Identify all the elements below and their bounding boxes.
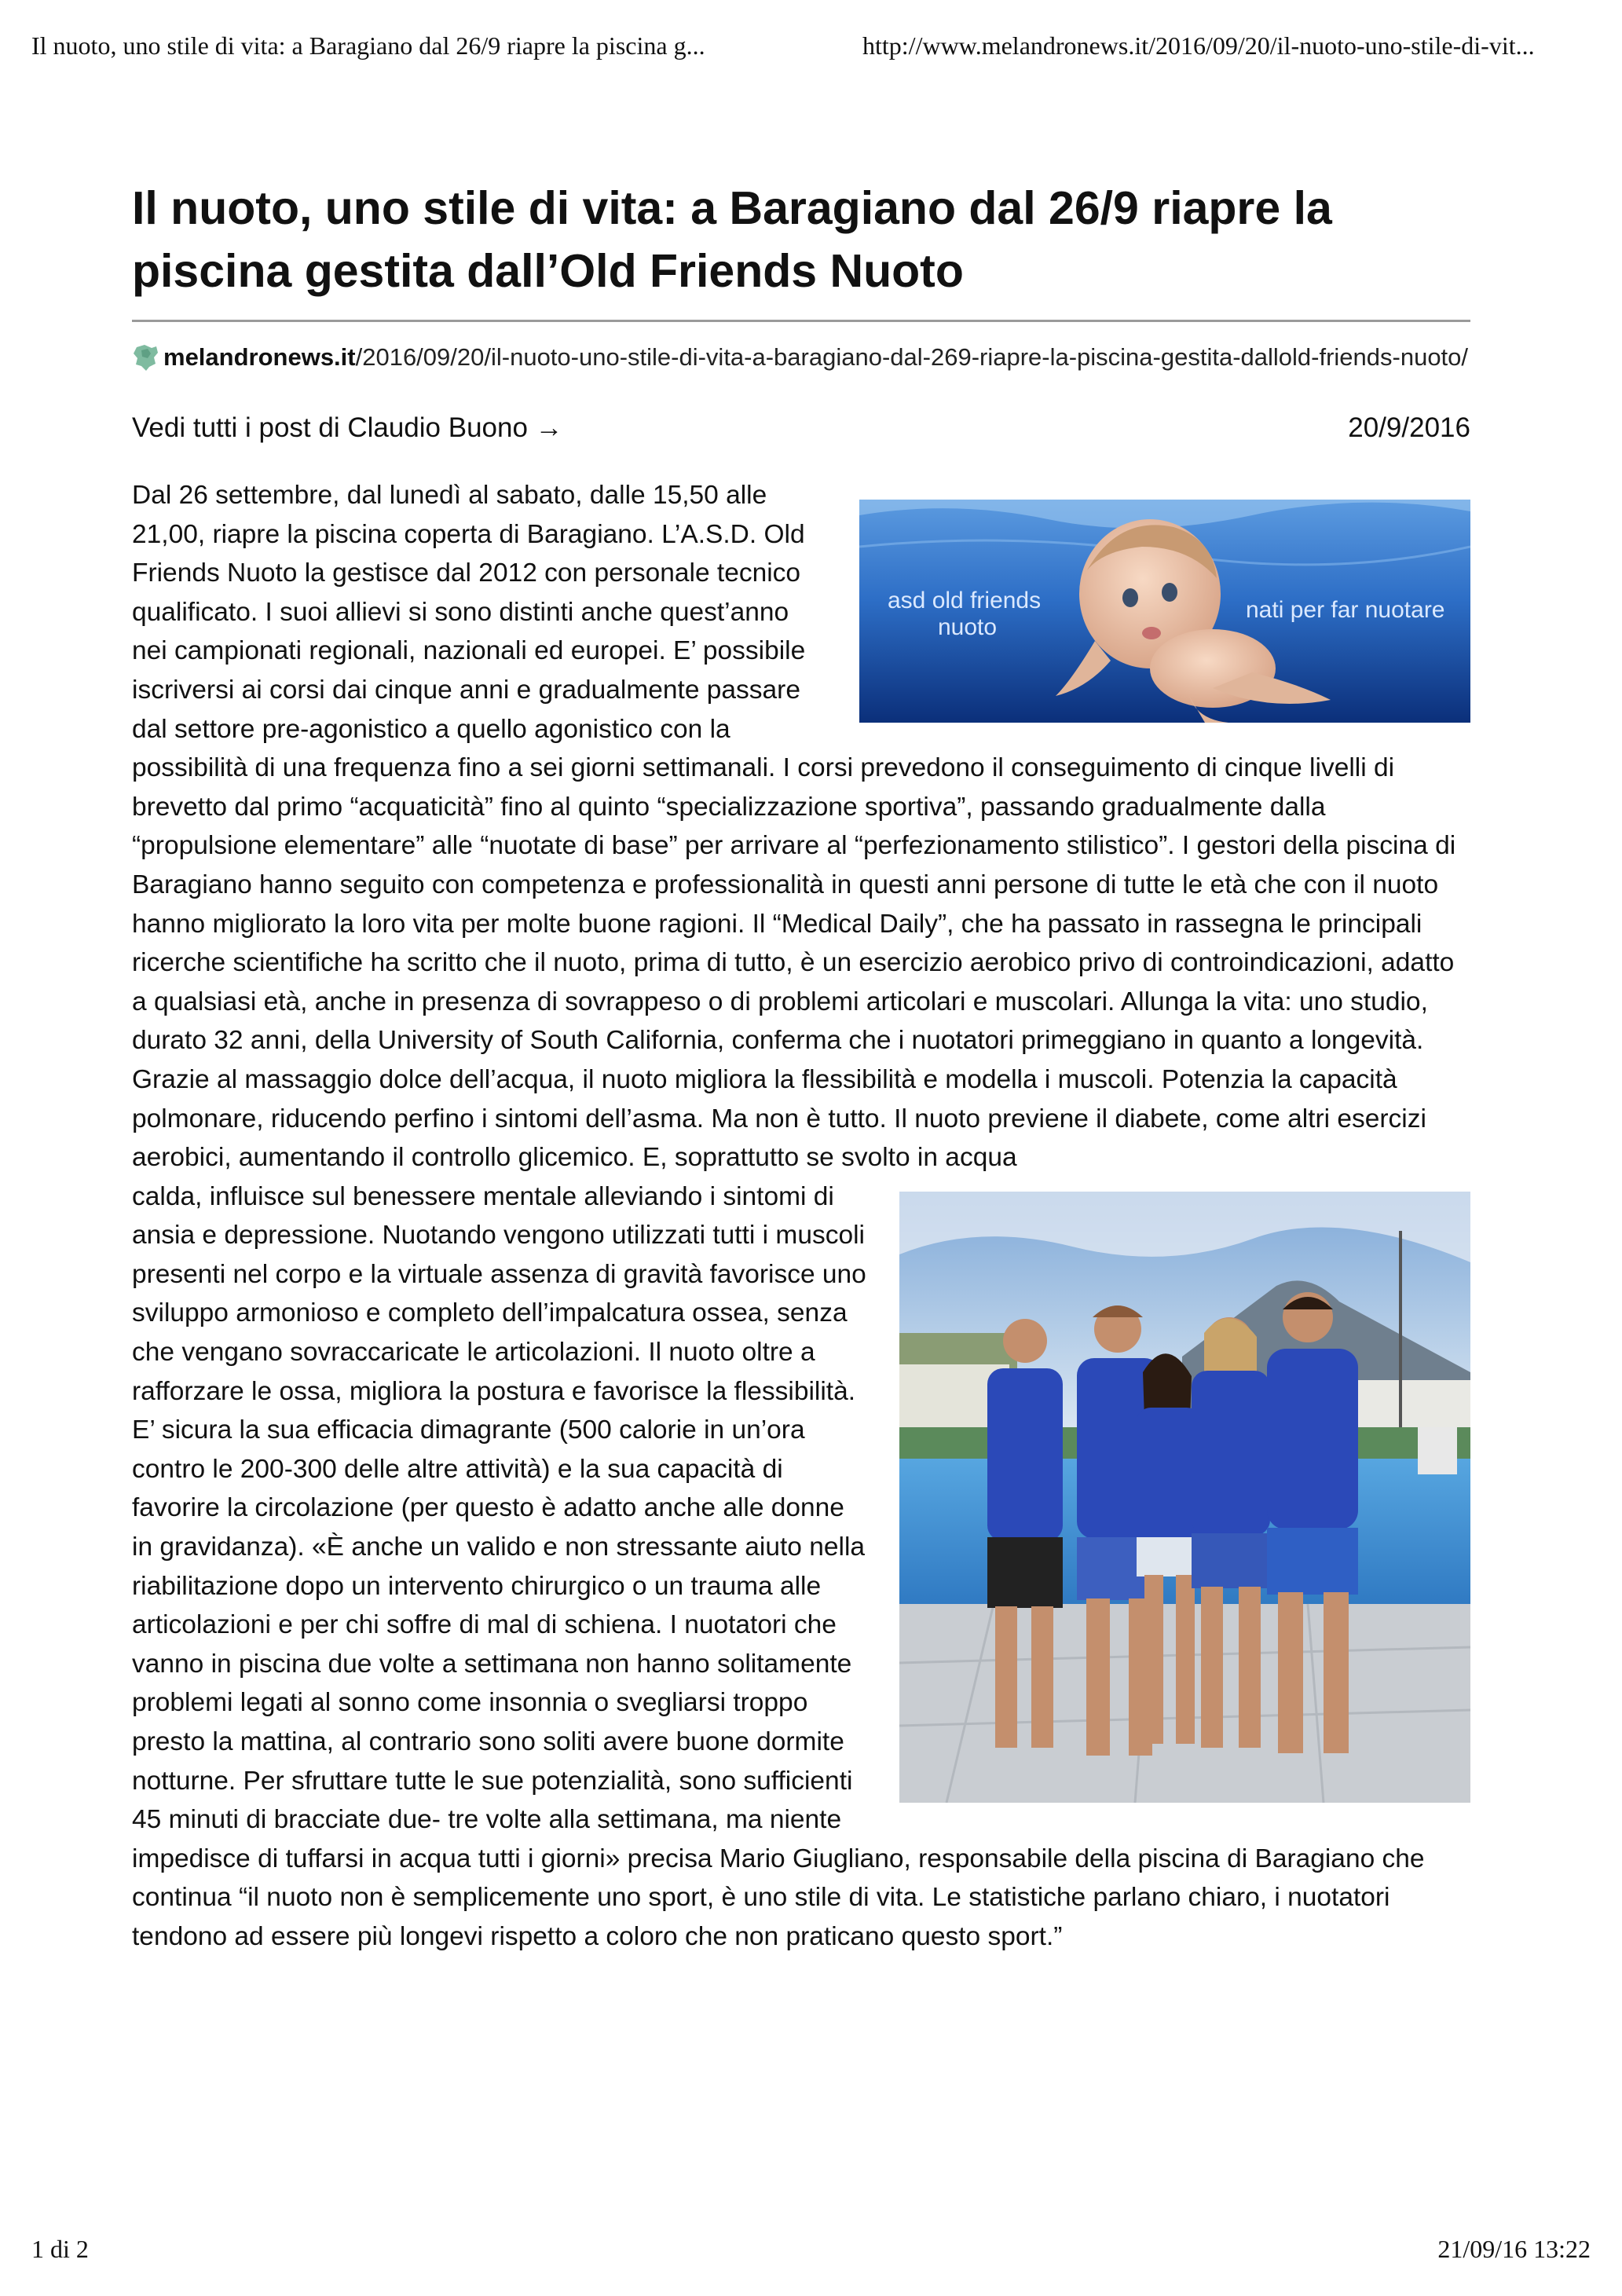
title-divider	[132, 320, 1470, 322]
source-link[interactable]	[132, 338, 1470, 377]
source-path[interactable]: /2016/09/20/il-nuoto-uno-stile-di-vita-a-baragiano-dal-269-riapre-la-piscina-gestita-dallold-friends-nuoto/	[355, 343, 1469, 371]
article-paragraph-2: calda, influisce sul benessere mentale alleviando i sintomi di ansia e depressione. Nuotando vengono utilizzati tutti i muscoli presenti nel corpo e la virtuale assenza di gravità favorisce uno sviluppo armonioso e completo dell’impalcatura ossea, senza che vengano sovraccaricate le articolazioni. Il nuoto oltre a rafforzare le ossa, migliora la postura e favorisce la flessibilità. E’ sicura la sua efficacia dimagrante (500 calorie in un’ora contro le 200-300 delle altre attività) e la sua capacità di favorire la circolazione (per questo è adatto anche alle donne in gravidanza). «È anche un valido e non stressante aiuto nella riabilitazione dopo un intervento chirurgico o un trauma alle articolazioni e per chi soffre di mal di schiena. I nuotatori che vanno in piscina due volte a settimana non hanno solitamente problemi legati al sonno come insonnia o svegliarsi troppo presto la mattina, al contrario sono soliti avere buone dormite notturne. Per sfruttare tutte le sue potenzialità, sono sufficienti 45 minuti di bracciate due- tre volte alla settimana, ma niente impedisce di tuffarsi in acqua tutti i giorni» precisa Mario Giugliano, responsabile della piscina di Baragiano che continua “il nuoto non è semplicemente uno sport, è uno stile di vita. Le statistiche parlano chiaro, i nuotatori tendono ad essere più longevi rispetto a coloro che non praticano questo sport.”	[132, 1181, 1425, 1951]
source-domain[interactable]: melandronews.it	[163, 343, 356, 371]
print-header-url: http://www.melandronews.it/2016/09/20/il-nuoto-uno-stile-di-vit...	[862, 31, 1535, 60]
article-paragraph-1: Dal 26 settembre, dal lunedì al sabato, dalle 15,50 alle 21,00, riapre la piscina coperta di Baragiano. L’A.S.D. Old Friends Nuoto la gestisce dal 2012 con personale tecnico qualificato. I suoi allievi si sono distinti anche quest’anno nei campionati regionali, nazionali ed europei. E’ possibile iscriversi ai corsi dai cinque anni e gradualmente passare dal settore pre-agonistico a quello agonistico con la possibilità di una frequenza fino a sei giorni settimanali. I corsi prevedono il conseguimento di cinque livelli di brevetto dal primo “acquaticità” fino al quinto “specializzazione sportiva”, passando gradualmente dalla “propulsione elementare” alle “nuotate di base” per arrivare al “perfezionamento stilistico”. I gestori della piscina di Baragiano hanno seguito con competenza e professionalità in questi anni persone di tutte le età che con il nuoto hanno migliorato la loro vita per molte buone ragioni. Il “Medical Daily”, che ha passato in rassegna le principali ricerche scientifiche ha scritto che il nuoto, prima di tutto, è un esercizio aerobico privo di controindicazioni, adatto a qualsiasi età, anche in presenza di sovrappeso o di problemi articolari e muscolari. Allunga la vita: uno studio, durato 32 anni, della University of South California, conferma che i nuotatori primeggiano in quanto a longevità. Grazie al massaggio dolce dell’acqua, il nuoto migliora la flessibilità e modella i muscoli. Potenzia la capacità polmonare, riducendo perfino i sintomi dell’asma. Ma non è tutto. Il nuoto previene il diabete, come altri esercizi aerobici, aumentando il controllo glicemico. E, soprattutto se svolto in acqua	[132, 481, 1456, 1173]
article-title: Il nuoto, uno stile di vita: a Baragiano dal 26/9 riapre la piscina gestita dall’Old Friends Nuoto	[132, 182, 1332, 297]
author-link[interactable]: Vedi tutti i post di Claudio Buono →	[132, 412, 563, 443]
banner-text-left-1: asd old friends	[888, 588, 1042, 613]
print-header-page-title: Il nuoto, uno stile di vita: a Baragiano dal 26/9 riapre la piscina g...	[31, 31, 705, 60]
article-container	[132, 177, 1470, 1957]
article-body	[132, 476, 1470, 1957]
site-favicon-icon	[132, 342, 160, 372]
print-footer-page-count: 1 di 2	[31, 2235, 89, 2263]
banner-text-right: nati per far nuotare	[1246, 597, 1445, 623]
team-photo-at-pool	[899, 1192, 1470, 1803]
banner-text-left-2: nuoto	[938, 614, 998, 640]
post-date: 20/9/2016	[1348, 412, 1470, 443]
print-footer-datetime: 21/09/16 13:22	[1437, 2235, 1591, 2263]
post-meta	[132, 408, 1470, 448]
baby-swimming-banner	[859, 500, 1470, 723]
